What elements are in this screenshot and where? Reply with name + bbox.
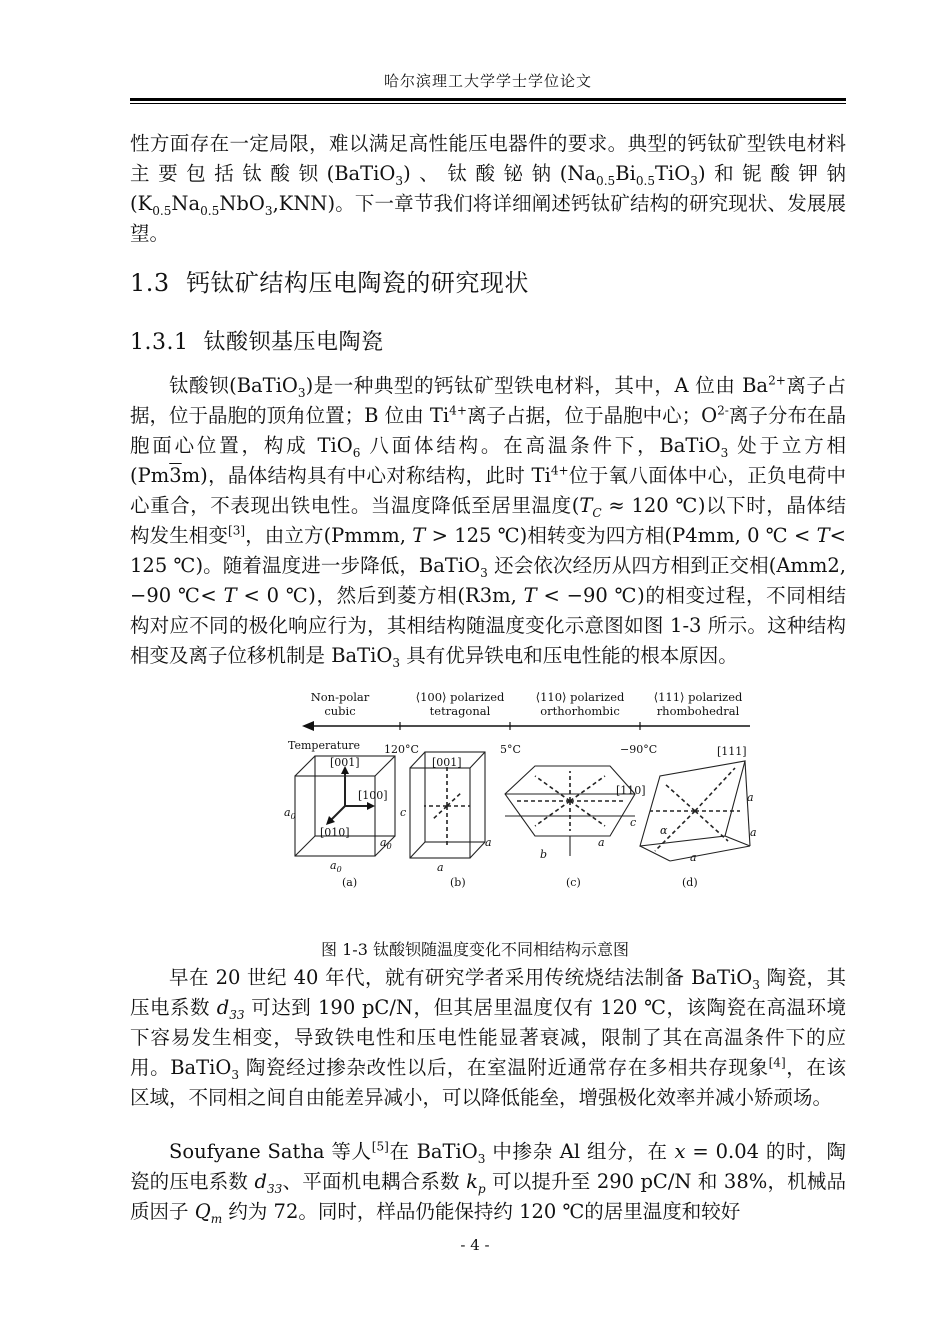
- page-number: - 4 -: [460, 1236, 490, 1254]
- figure-caption: 图 1-3 钛酸钡随温度变化不同相结构示意图: [321, 940, 629, 959]
- axis-label-temperature: Temperature: [288, 739, 361, 752]
- phase-label-tetragonal-1: ⟨100⟩ polarized: [415, 690, 505, 704]
- dir-111-d: [111]: [717, 745, 747, 758]
- dir-010-a: [010]: [320, 826, 350, 839]
- paragraph-batio3-structure: 钛酸钡(BaTiO$_3$)是一种典型的钙钛矿型铁电材料，其中，A 位由 $Ba^{2+}$离子占据，位于晶胞的顶角位置；B 位由 $Ti^{4+}$离子占据，位于晶胞中心；$O^{2-}$离子分布在晶胞面心位置，构成 TiO$_6$ 八面体结构。在高温条件下，BaTiO$_3$ 处于立方相(Pm3m)，晶体结构具有中心对称结构，此时 $Ti^{4+}$位于氧八面体中心，正负电荷中心重合，不表现出铁电性。当温度降低至居里温度($T_C \approx 120$ ℃)以下时，晶体结构发生相变[3]，由立方(Pmmm, T > 125 ℃)相转变为四方相(P4mm, 0 ℃ < T< 125 ℃)。随着温度进一步降低，BaTiO$_3$ 还会依次经历从四方相到正交相(Amm2, −90 ℃< T < 0 ℃)，然后到菱方相(R3m, T < −90 ℃)的相变过程，不同相结构对应不同的极化响应行为，其相结构随温度变化示意图如图 1-3 所示。这种结构相变及离子位移机制是 BaTiO$_3$ 具有优异铁电和压电性能的根本原因。: [130, 373, 847, 670]
- phase-label-orthorhombic-2: orthorhombic: [540, 704, 620, 718]
- a-label-d3: a: [690, 851, 697, 864]
- a-label-b1: a: [437, 861, 444, 874]
- dir-100-a: [100]: [358, 789, 388, 802]
- b-label-c: b: [540, 848, 548, 861]
- subsection-heading: 1.3.1 钛酸钡基压电陶瓷: [130, 330, 384, 355]
- dir-001-a: [001]: [330, 756, 360, 769]
- phase-label-cubic-1: Non-polar: [310, 690, 370, 704]
- section-heading: 1.3 钙钛矿结构压电陶瓷的研究现状: [130, 269, 529, 297]
- panel-label-c: (c): [566, 876, 581, 889]
- panel-label-d: (d): [682, 876, 698, 889]
- paragraph-history: 早在 20 世纪 40 年代，就有研究学者采用传统烧结法制备 BaTiO$_3$ 陶瓷，其压电系数 $d_{33}$ 可达到 190 pC/N，但其居里温度仅有 120 ℃，该陶瓷在高温环境下容易发生相变，导致铁电性和压电性能显著衰减，限制了其在高温条件下的应用。BaTiO$_3$ 陶瓷经过掺杂改性以后，在室温附近通常存在多相共存现象[4]，在该区域，不同相之间自由能差异减小，可以降低能垒，增强极化效率并减小矫顽场。: [130, 966, 847, 1109]
- c-label-c: c: [630, 816, 637, 829]
- dir-110-c: [110]: [616, 784, 646, 797]
- figure-phase-diagram: [280, 686, 760, 896]
- temp-120: 120°C: [384, 743, 419, 756]
- phase-label-tetragonal-2: tetragonal: [429, 704, 491, 718]
- a0-label-bottom: $a_0$: [330, 859, 342, 874]
- phase-label-cubic-2: cubic: [324, 704, 356, 718]
- header-rule-thin: [130, 103, 846, 104]
- a-label-d2: a: [750, 826, 757, 839]
- phase-label-rhombohedral-1: ⟨111⟩ polarized: [653, 690, 743, 704]
- phase-label-orthorhombic-1: ⟨110⟩ polarized: [535, 690, 625, 704]
- alpha-label-d: α: [660, 824, 668, 837]
- cell-orthorhombic: [505, 766, 635, 856]
- a-label-d1: a: [747, 791, 754, 804]
- panel-label-a: (a): [342, 876, 358, 889]
- running-header: 哈尔滨理工大学学士学位论文: [383, 72, 592, 90]
- dir-001-b: [001]: [432, 756, 462, 769]
- temp-5: 5°C: [500, 743, 521, 756]
- phase-label-rhombohedral-2: rhombohedral: [656, 704, 740, 718]
- header-rule-thick: [130, 98, 846, 101]
- panel-label-b: (b): [450, 876, 466, 889]
- a0-label-left: $a_0$: [284, 806, 296, 821]
- a-label-b2: a: [485, 836, 492, 849]
- a0-label-right: $a_0$: [380, 836, 392, 851]
- c-label-b: c: [400, 806, 407, 819]
- temp-minus90: −90°C: [620, 743, 658, 756]
- a-label-c: a: [598, 836, 605, 849]
- cell-rhombohedral: [640, 761, 750, 861]
- intro-paragraph: 性方面存在一定局限，难以满足高性能压电器件的要求。典型的钙钛矿型铁电材料主要包括钛酸钡(BaTiO$_3$)、钛酸铋钠$(Na_{0.5}Bi_{0.5}TiO_3)$和铌酸钾钠$(K_{0.5}Na_{0.5}NbO_3,KNN)$。下一章节我们将详细阐述钙钛矿结构的研究现状、发展展望。: [130, 132, 847, 245]
- paragraph-satha: Soufyane Satha 等人[5]在 BaTiO$_3$ 中掺杂 Al 组分，在 x = 0.04 的时，陶瓷的压电系数 $d_{33}$、平面机电耦合系数 $k_p$ 可以提升至 290 pC/N 和 38%，机械品质因子 $Q_m$ 约为 72。同时，样品仍能保持约 120 ℃的居里温度和较好: [130, 1139, 847, 1226]
